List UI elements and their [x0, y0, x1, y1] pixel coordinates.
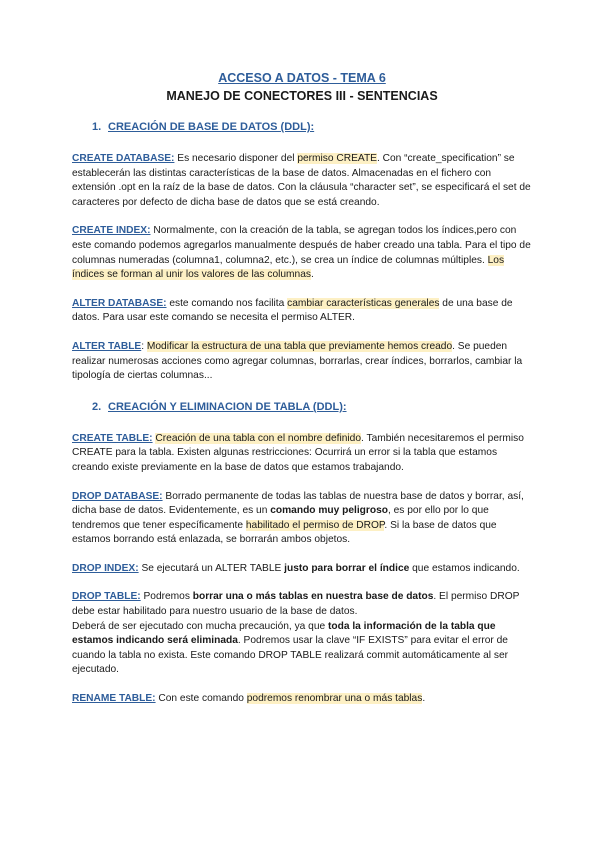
term-label: ALTER TABLE [72, 340, 142, 352]
document-body [72, 120, 532, 707]
body-text: de una base de datos. Para usar este comando se necesita el permiso ALTER. [72, 297, 513, 324]
body-text: . También necesitaremos el permiso CREATE para la tabla. Existen algunas restricciones: Ocurrirá un error si la tabla que estamos creando existe previamente en la base de datos que estamos trabajando. [72, 432, 524, 473]
body-text: Podremos [140, 591, 193, 603]
highlighted-text: Modificar la estructura de una tabla que previamente hemos creado [146, 340, 453, 352]
highlighted-text: podremos renombrar una o más tablas [246, 693, 423, 705]
definition-paragraph [72, 224, 532, 282]
body-text: Deberá de ser ejecutado con mucha precaución, ya que [72, 620, 328, 632]
document-subtitle: MANEJO DE CONECTORES III - SENTENCIAS [166, 89, 438, 103]
definition-paragraph [72, 432, 532, 476]
body-text: , es por ello por lo que tendremos que tener específicamente [72, 505, 489, 531]
definition-paragraph [72, 297, 532, 326]
body-text: : [141, 340, 147, 352]
body-text: que estamos indicando. [409, 562, 520, 574]
term-label: CREATE INDEX: [72, 225, 151, 237]
bold-text: justo para borrar el índice [284, 562, 410, 574]
term-label: CREATE TABLE: [72, 432, 153, 444]
body-text: . [422, 693, 426, 705]
bold-text: toda la información de la tabla que estamos indicando será eliminada [72, 620, 496, 647]
body-text: Se ejecutará un ALTER TABLE [138, 562, 285, 574]
highlighted-text: Los índices se forman al unir los valores de las columnas [72, 254, 505, 281]
term-label: RENAME TABLE: [72, 693, 156, 705]
term-label: DROP INDEX: [72, 562, 139, 574]
highlighted-text: permiso CREATE [297, 153, 377, 164]
section-heading-text: CREACIÓN Y ELIMINACION DE TABLA (DDL): [108, 400, 347, 413]
term-label: DROP TABLE: [72, 591, 141, 603]
document-page [72, 70, 532, 707]
definition-paragraph [72, 490, 532, 548]
definition-paragraph [72, 692, 532, 707]
section-heading-text: CREACIÓN DE BASE DE DATOS (DDL): [108, 121, 315, 133]
body-text: . Se pueden realizar numerosas acciones como agregar columnas, borrarlas, crear índices, borrarlos, cambiar la tipología de ciertas columnas... [72, 340, 523, 382]
highlighted-text: Creación de una tabla con el nombre definido [155, 432, 361, 444]
section-number: 1. [92, 121, 102, 133]
definition-paragraph [72, 340, 532, 384]
body-text: Borrado permanente de todas las tablas de nuestra base de datos y borrar, así, dicha base de datos. Evidentemente, es un [72, 490, 524, 517]
body-text: . El permiso DROP debe estar habilitado para nuestro usuario de la base de datos. [72, 591, 520, 618]
definition-paragraph [72, 590, 532, 678]
section-heading [92, 400, 532, 414]
document-title: ACCESO A DATOS - TEMA 6 [218, 71, 386, 85]
highlighted-text: habilitado el permiso de DROP [245, 519, 385, 531]
section-number: 2. [92, 400, 102, 413]
section-heading [92, 120, 532, 134]
body-text: Con este comando [155, 693, 247, 705]
definition-paragraph [72, 152, 532, 210]
definition-paragraph [72, 562, 532, 577]
body-text: Es necesario disponer del [174, 153, 298, 164]
highlighted-text: cambiar características generales [287, 297, 440, 309]
term-label: DROP DATABASE: [72, 490, 163, 502]
body-text: Normalmente, con la creación de la tabla, se agregan todos los índices,pero con este comando podemos agregarlos manualmente después de haber creado una tabla. Para el tipo de columnas numeradas (columna1, columna2, etc.), se crea un índice de columnas múltiples. [72, 225, 531, 266]
body-text: . Podremos usar la clave “IF EXISTS” para evitar el error de cuando la tabla no exista. Este comando DROP TABLE realizará commit automáticamente al ser ejecutado. [72, 635, 509, 676]
bold-text: borrar una o más tablas en nuestra base de datos [192, 591, 434, 603]
body-text: . [310, 269, 314, 281]
bold-text: comando muy peligroso [270, 505, 388, 517]
term-label: ALTER DATABASE: [72, 297, 167, 309]
term-label: CREATE DATABASE: [72, 153, 175, 164]
body-text: este comando nos facilita [166, 297, 288, 309]
body-text: . Si la base de datos que estamos borrando está enlazada, se borrarán ambos objetos. [72, 519, 497, 546]
body-text: . Con “create_specification” se establecerán las distintas características de la base de datos. Almacenadas en el fichero con extensión .opt en la raíz de la base de datos. Con la cláusula “character set”, se especificará el set de caracteres por defecto de dicha base de datos que se está creando. [72, 153, 531, 208]
